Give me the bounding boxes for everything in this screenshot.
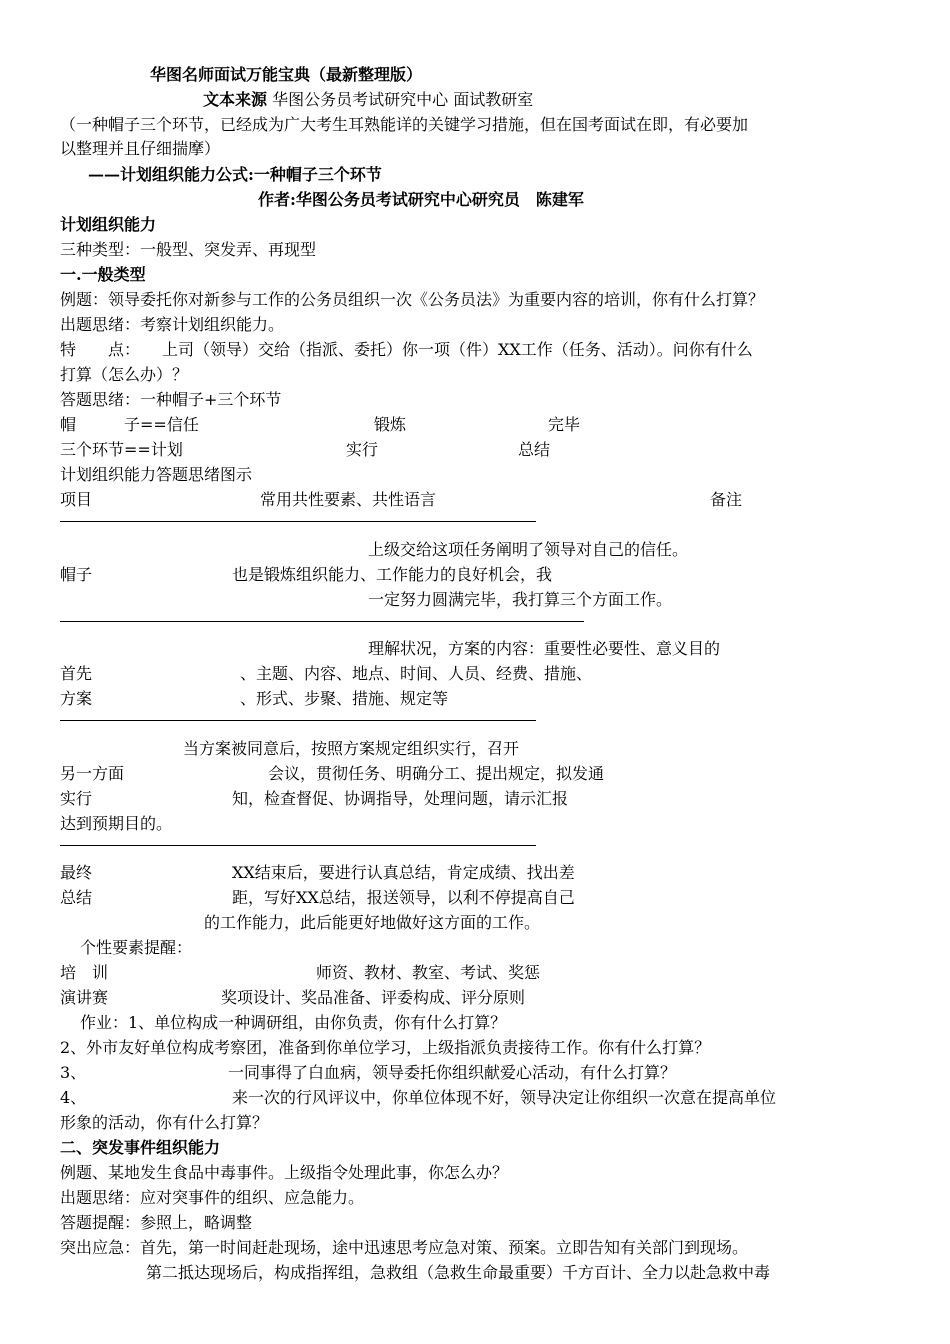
personal-tip: 个性要素提醒：: [80, 938, 193, 957]
exec-block-label-2: 实行: [60, 789, 93, 808]
exec-block-line-2: 会议，贯彻任务、明确分工、提出规定，拟发通: [268, 764, 605, 783]
homework-4-text: 来一次的行风评议中，你单位体现不好，领导决定让你组织一次意在提高单位: [232, 1088, 777, 1107]
section-1-example: 例题：领导委托你对新参与工作的公务员组织一次《公务员法》为重要内容的培训，你有什么打算？: [60, 290, 765, 309]
types-line: 三种类型：一般型、突发弄、再现型: [60, 240, 317, 259]
plan-block-line-1: 理解状况，方案的内容：重要性必要性、意义目的: [368, 639, 721, 658]
summary-block-label-2: 总结: [60, 888, 93, 907]
section-1-feature-label: 特 点：: [60, 340, 141, 359]
section-2-tip: 答题提醒：参照上，略调整: [60, 1213, 253, 1232]
summary-block-line-3: 的工作能力，此后能更好地做好这方面的工作。: [204, 913, 541, 932]
plan-block-label-2: 方案: [60, 689, 93, 708]
author-line: 作者:华图公务员考试研究中心研究员 陈建军: [258, 190, 584, 209]
rule-line: [60, 845, 536, 846]
hat-row-item-2: 锻炼: [374, 415, 407, 434]
intro-line-2: 以整理并且仔细揣摩）: [60, 139, 221, 158]
source-label: 文本来源: [203, 90, 268, 109]
summary-block-line-1: XX结束后，要进行认真总结，肯定成绩、找出差: [232, 863, 575, 882]
source-value: 华图公务员考试研究中心 面试教研室: [267, 90, 534, 109]
exec-block-line-4: 达到预期目的。: [60, 814, 173, 833]
rule-line: [60, 521, 536, 522]
section-1-feature-line-1: 上司（领导）交给（指派、委托）你一项（件）XX工作（任务、活动）。问你有什么: [162, 340, 753, 359]
homework-4-number: 4、: [60, 1088, 87, 1107]
exec-block-label-1: 另一方面: [60, 764, 125, 783]
section-1-idea: 出题思绪：考察计划组织能力。: [60, 315, 285, 334]
hat-block-line-2: 也是锻炼组织能力、工作能力的良好机会，我: [232, 565, 553, 584]
intro-line-1: （一种帽子三个环节，已经成为广大考生耳熟能详的关键学习措施，但在国考面试在即，有必要加: [60, 115, 749, 134]
section-1-feature-line-2: 打算（怎么办）？: [60, 365, 189, 384]
summary-block-label-1: 最终: [60, 863, 93, 882]
hat-block-line-1: 上级交给这项任务阐明了领导对自己的信任。: [368, 540, 689, 559]
section-2-second-step: 第二抵达现场后，构成指挥组，急救组（急救生命最重要）千方百计、全力以赴急救中毒: [146, 1263, 771, 1282]
section-1-heading: 一.一般类型: [60, 265, 146, 284]
plan-block-label-1: 首先: [60, 664, 93, 683]
table-header-note: 备注: [710, 490, 743, 509]
speech-value: 奖项设计、奖品准备、评委构成、评分原则: [221, 988, 526, 1007]
homework-3-text: 一同事得了白血病，领导委托你组织献爱心活动，有什么打算？: [228, 1063, 677, 1082]
speech-label: 演讲赛: [60, 988, 109, 1007]
rule-line: [60, 720, 536, 721]
hat-row-item-3: 完毕: [548, 415, 581, 434]
link-row-label: 三个环节==计划: [60, 440, 183, 459]
section-1-answer-idea: 答题思绪：一种帽子+三个环节: [60, 390, 282, 409]
section-2-idea: 出题思绪：应对突事件的组织、应急能力。: [60, 1188, 365, 1207]
table-header-item: 项目: [60, 490, 93, 509]
doc-title: 华图名师面试万能宝典（最新整理版）: [150, 65, 423, 84]
homework-2: 2、外市友好单位构成考察团，准备到你单位学习，上级指派负责接待工作。你有什么打算？: [60, 1038, 711, 1057]
section-2-heading: 二、突发事件组织能力: [60, 1138, 221, 1157]
section-heading: 计划组织能力: [60, 215, 157, 234]
table-header-common: 常用共性要素、共性语言: [260, 490, 437, 509]
section-2-emergency: 突出应急：首先，第一时间赶赴现场，途中迅速思考应急对策、预案。立即告知有关部门到现场。: [60, 1238, 749, 1257]
plan-block-line-2: 、主题、内容、地点、时间、人员、经费、措施、: [240, 664, 593, 683]
homework-4-continued: 形象的活动，你有什么打算？: [60, 1113, 269, 1132]
source-line: [203, 89, 533, 111]
exec-block-line-1: 当方案被同意后，按照方案规定组织实行，召开: [183, 739, 520, 758]
training-value: 师资、教材、教室、考试、奖惩: [316, 963, 541, 982]
subtitle: ——计划组织能力公式:一种帽子三个环节: [88, 165, 382, 184]
diagram-title: 计划组织能力答题思绪图示: [60, 465, 253, 484]
exec-block-line-3: 知，检查督促、协调指导，处理问题，请示汇报: [232, 789, 569, 808]
hat-block-label: 帽子: [60, 565, 93, 584]
section-2-example: 例题、某地发生食品中毒事件。上级指令处理此事，你怎么办？: [60, 1163, 509, 1182]
hat-row-label: 帽 子==信任: [60, 415, 199, 434]
hat-block-line-3: 一定努力圆满完毕，我打算三个方面工作。: [368, 590, 673, 609]
homework-3-number: 3、: [60, 1063, 87, 1082]
link-row-item-2: 实行: [346, 440, 379, 459]
training-label: 培 训: [60, 963, 109, 982]
plan-block-line-3: 、形式、步聚、措施、规定等: [240, 689, 449, 708]
link-row-item-3: 总结: [518, 440, 551, 459]
rule-line: [60, 621, 584, 622]
homework-1: 作业：1、单位构成一种调研组，由你负责，你有什么打算？: [80, 1013, 507, 1032]
summary-block-line-2: 距，写好XX总结，报送领导，以利不停提高自己: [232, 888, 575, 907]
